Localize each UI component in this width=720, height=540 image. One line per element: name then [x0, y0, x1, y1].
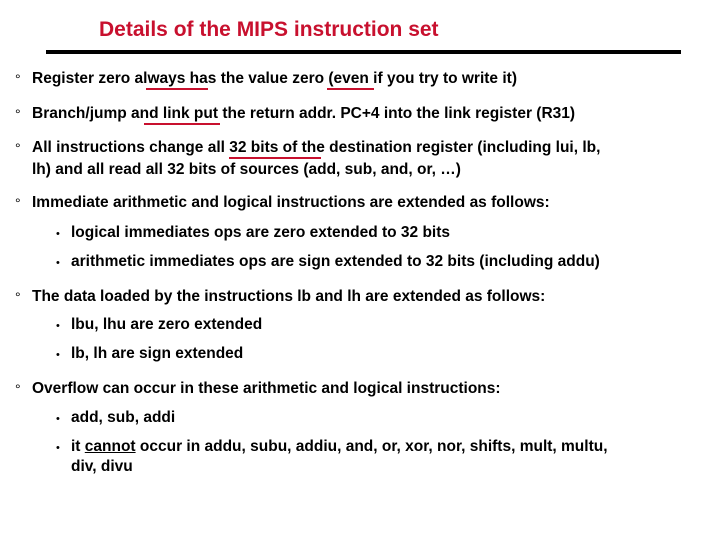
sub-bullet-cannot-cont: div, divu: [71, 458, 133, 475]
page-title: Details of the MIPS instruction set: [99, 18, 439, 41]
bullet-marker: °: [15, 71, 21, 87]
bullet-all-instructions-cont: lh) and all read all 32 bits of sources (add, sub, and, or, …): [32, 161, 461, 178]
highlight-underline: [144, 123, 220, 125]
bullet-marker: °: [15, 140, 21, 156]
bullet-marker: °: [15, 106, 21, 122]
highlight-underline: [146, 88, 208, 90]
highlight-underline: [327, 88, 374, 90]
bullet-marker: °: [15, 195, 21, 211]
bullet-marker: °: [15, 289, 21, 305]
bullet-marker: °: [15, 381, 21, 397]
title-divider: [46, 50, 681, 54]
highlight-underline: [229, 157, 321, 159]
